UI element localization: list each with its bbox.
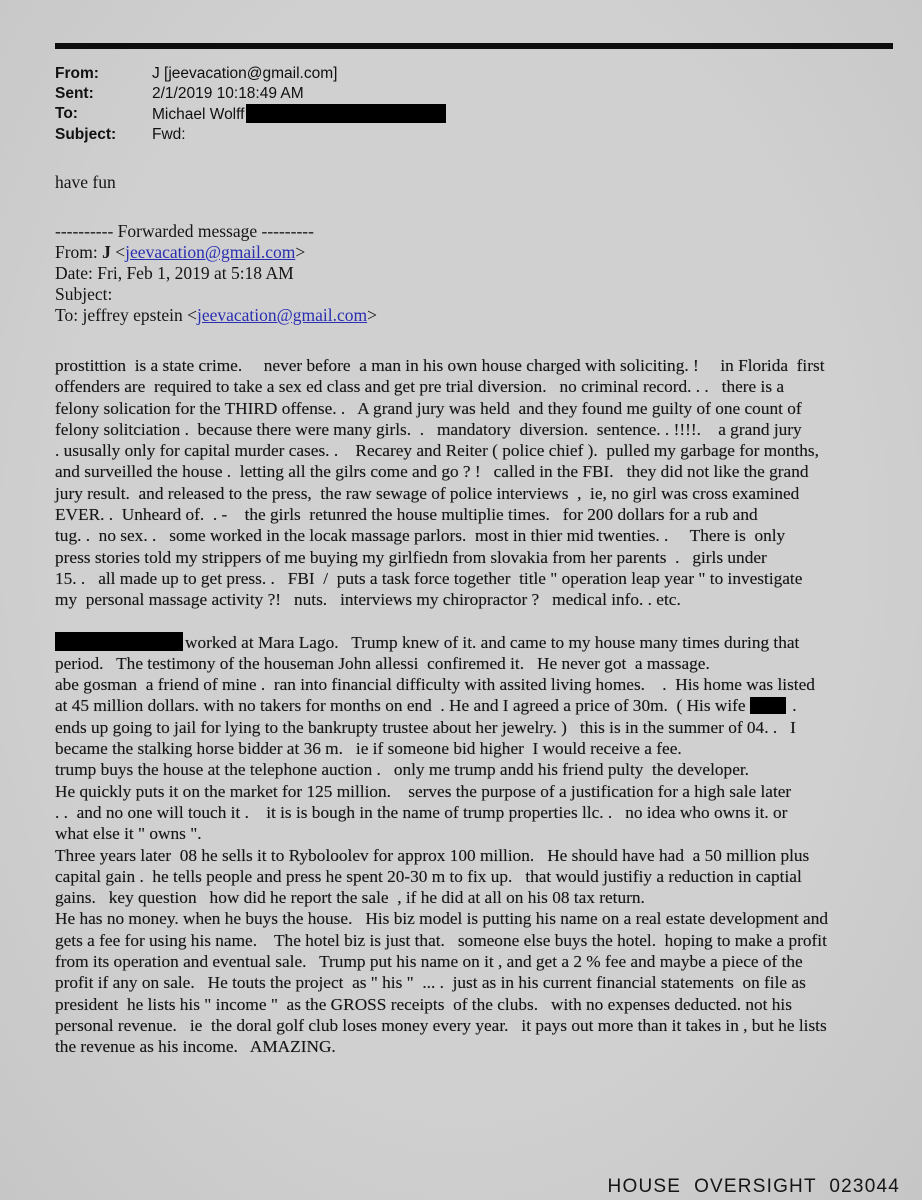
text-run: my personal massage activity ?! nuts. interviews my chiropractor ? medical info. . etc. (55, 590, 681, 610)
text-run: felony solication for the THIRD offense. . A grand jury was held and they found me guilty of one count of (55, 398, 802, 418)
body-line (55, 951, 900, 972)
text-run: > (367, 305, 377, 325)
text-run: He has no money. when he buys the house. His biz model is putting his name on a real estate development and (55, 909, 828, 929)
forwarded-line (55, 284, 377, 305)
redaction-bar (55, 632, 183, 651)
text-run: prostittion is a state crime. never before a man in his own house charged with soliciting. ! in Florida first (55, 356, 825, 375)
text-run: gets a fee for using his name. The hotel biz is just that. someone else buys the hotel. hoping to make a profit (55, 930, 827, 950)
text-run: ends up going to jail for lying to the bankrupty trustee about her jewelry. ) this is in the summer of 04. . I (55, 717, 796, 737)
email-header (55, 64, 446, 145)
text-run: Three years later 08 he sells it to Ryboloolev for approx 100 million. He should have had a 50 million plus (55, 845, 810, 865)
to-recipient-name: Michael Wolff (152, 106, 245, 123)
text-run: the revenue as his income. AMAZING. (55, 1037, 336, 1057)
forwarded-lines (55, 242, 377, 326)
text-run: became the stalking horse bidder at 36 m. ie if someone bid higher I would receive a fee. (55, 739, 682, 759)
forwarded-line (55, 242, 377, 263)
sent-value: 2/1/2019 10:18:49 AM (152, 85, 304, 102)
from-value: J [jeevacation@gmail.com] (152, 65, 338, 82)
forwarded-line (55, 263, 377, 284)
text-run: worked at Mara Lago. Trump knew of it. and came to my house many times during that (185, 632, 800, 652)
text-run: . . and no one will touch it . it is is bough in the name of trump properties llc. . no idea who owns it. or (55, 802, 788, 822)
text-run: at 45 million dollars. with no takers for months on end . He and I agreed a price of 30m. ( His wife (55, 696, 750, 716)
text-run: offenders are required to take a sex ed class and get pre trial diversion. no criminal record. . . there is a (55, 377, 785, 397)
body-line (55, 398, 900, 419)
body-line (55, 674, 900, 695)
email-link[interactable]: jeevacation@gmail.com (125, 242, 296, 262)
body-line (55, 632, 900, 653)
text-run: 15. . all made up to get press. . FBI / puts a task force together title " operation leap year " to investigate (55, 568, 803, 588)
highlighted-text: only me trump andd his friend pulty the developer. (385, 760, 749, 780)
body-line (55, 930, 900, 951)
body-line (55, 504, 900, 525)
header-row-from (55, 64, 446, 84)
body-line (55, 866, 900, 887)
text-run: < (110, 242, 126, 262)
text-run: Date: Fri, Feb 1, 2019 at 5:18 AM (55, 263, 294, 283)
body-line (55, 1036, 900, 1057)
text-run: jury result. and released to the press, the raw sewage of police interviews , ie, no girl was cross examined (55, 483, 800, 503)
to-label: To: (55, 105, 78, 122)
top-redaction-rule (55, 43, 893, 49)
text-run: from its operation and eventual sale. Trump put his name on it , and get a 2 % fee and maybe a piece of the (55, 952, 803, 972)
body-line (55, 738, 900, 759)
body-line (55, 759, 900, 780)
greeting-text: have fun (55, 172, 116, 192)
body-line (55, 823, 900, 844)
body-paragraph (55, 632, 900, 1058)
header-row-sent (55, 84, 446, 104)
body-line (55, 845, 900, 866)
body-line (55, 908, 900, 929)
sender-initial: J (102, 242, 111, 262)
from-label: From: (55, 65, 99, 82)
forwarded-line (55, 305, 377, 326)
to-value (152, 104, 446, 125)
text-run: capital gain . he tells people and press he spent 20-30 m to fix up. that would justifiy a reduction in captial (55, 866, 802, 886)
text-run: abe gosman a friend of mine . ran into financial difficulty with assited living homes. . His home was listed (55, 675, 815, 695)
body-line (55, 483, 900, 504)
forwarded-divider: ---------- Forwarded message --------- (55, 221, 314, 241)
body-line (55, 547, 900, 568)
text-run: He quickly puts it on the market for 125 million. serves the purpose of a justification for a high sale later (55, 781, 792, 801)
forwarded-block (55, 221, 377, 326)
body-line (55, 376, 900, 397)
text-run: Subject: (55, 284, 113, 304)
body-paragraph (55, 355, 900, 611)
header-row-to (55, 104, 446, 125)
text-run: press stories told my strippers of me buying my girlfiedn from slovakia from her parents . girls under (55, 547, 767, 567)
text-run: gains. key question how did he report the sale , if he did at all on his 08 tax return. (55, 888, 645, 908)
text-run: and surveilled the house . letting all the gilrs come and go ? ! called in the FBI. they did not like the grand (55, 462, 809, 482)
body-line (55, 717, 900, 738)
email-link[interactable]: jeevacation@gmail.com (196, 305, 368, 325)
body-line (55, 419, 900, 440)
body-line (55, 653, 900, 674)
text-run: . (787, 696, 797, 716)
text-run: EVER. . Unheard of. . - the girls retunred the house multiplie times. for 200 dollars for a rub and (55, 505, 758, 525)
body-line (55, 568, 900, 589)
text-run: profit if any on sale. He touts the project as " his " ... . just as in his current financial statements on file as (55, 973, 806, 993)
body-line (55, 781, 900, 802)
sent-label: Sent: (55, 85, 94, 102)
text-run: . ususally only for capital murder cases. . Recarey and Reiter ( police chief ). pulled my garbage for months, (55, 441, 819, 461)
body-line (55, 461, 900, 482)
header-row-subject (55, 125, 446, 145)
text-run: tug. . no sex. . some worked in the locak massage parlors. most in thier mid twenties. . There is only (55, 526, 786, 546)
email-body (55, 355, 900, 1058)
text-run: president he lists his " income " as the GROSS receipts of the clubs. with no expenses deducted. not his (55, 994, 792, 1014)
text-run: period. The testimony of the houseman John allessi confiremed it. He never got a massage. (55, 653, 710, 673)
body-line (55, 1015, 900, 1036)
body-line (55, 972, 900, 993)
body-line (55, 887, 900, 908)
redaction-bar (750, 697, 786, 714)
bates-stamp: HOUSE OVERSIGHT 023044 (607, 1176, 900, 1197)
body-line (55, 802, 900, 823)
body-line (55, 994, 900, 1015)
body-line (55, 355, 900, 376)
body-line (55, 525, 900, 546)
text-run: To: jeffrey epstein < (55, 305, 197, 325)
text-run: felony solitciation . because there were many girls. . mandatory diversion. sentence. . !!!!. a grand jury (55, 419, 802, 439)
body-line (55, 589, 900, 610)
body-line (55, 440, 900, 461)
text-run: > (295, 242, 306, 262)
text-run: what else it " owns ". (55, 824, 202, 844)
text-run: personal revenue. ie the doral golf club loses money every year. it pays out more than it takes in , but he lists (55, 1015, 827, 1035)
subject-label: Subject: (55, 126, 117, 143)
text-run: From: (55, 242, 103, 262)
redaction-bar (246, 104, 446, 123)
body-line (55, 695, 900, 716)
text-run: trump buys the house at the telephone auction . (55, 760, 386, 780)
subject-value: Fwd: (152, 126, 186, 143)
